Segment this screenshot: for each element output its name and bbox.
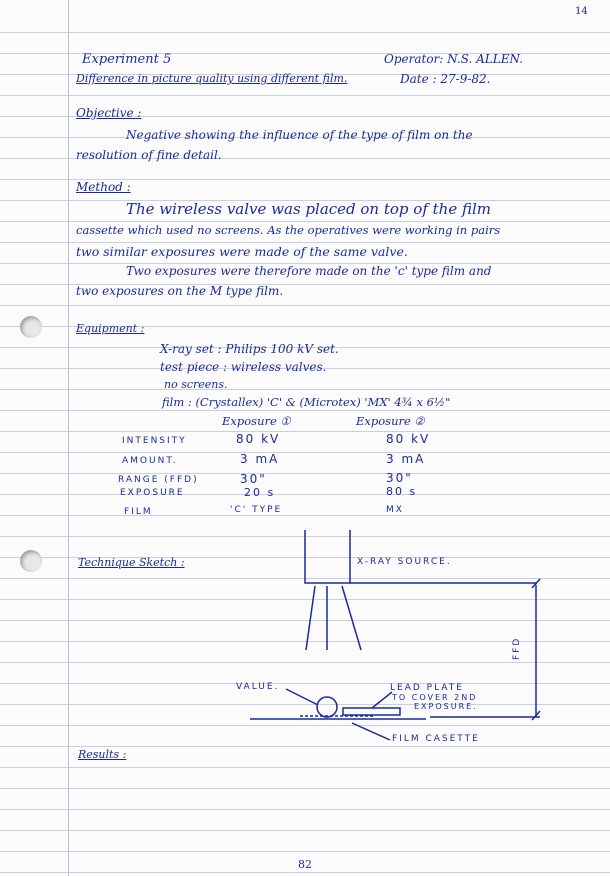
- row-label: AMOUNT.: [122, 456, 178, 466]
- objective-line: Negative showing the influence of the type of film on the: [126, 128, 473, 142]
- operator: Operator: N.S. ALLEN.: [384, 52, 524, 66]
- equipment-line: film : (Crystallex) 'C' & (Microtex) 'MX' 4¾ x 6½": [162, 395, 451, 409]
- page-number-bottom: 82: [298, 858, 312, 871]
- cell-e2: 80 s: [386, 485, 418, 498]
- equipment-line: X-ray set : Philips 100 kV set.: [160, 342, 339, 356]
- page-number-top: 14: [575, 6, 588, 17]
- baseline: [250, 717, 540, 719]
- xray-beams: [306, 586, 361, 650]
- row-label: INTENSITY: [122, 436, 187, 446]
- column-exposure-2: Exposure ②: [356, 414, 425, 428]
- valve-circle: [317, 697, 337, 717]
- ffd-label: FFD: [512, 636, 522, 660]
- row-label: EXPOSURE: [120, 488, 185, 498]
- objective-line: resolution of fine detail.: [76, 148, 222, 162]
- cell-e1: 80 kV: [236, 432, 281, 446]
- method-line: The wireless valve was placed on top of the film: [126, 200, 492, 218]
- date: Date : 27-9-82.: [400, 72, 491, 86]
- objective-heading: Objective :: [76, 106, 142, 120]
- lead-plate-label: TO COVER 2ND: [392, 693, 478, 702]
- cell-e2: 80 kV: [386, 432, 431, 446]
- row-label: FILM: [124, 507, 153, 517]
- cell-e1: 30": [240, 472, 267, 486]
- lead-plate: [343, 708, 400, 715]
- equipment-line: no screens.: [164, 378, 228, 391]
- method-line: Two exposures were therefore made on the 'c' type film and: [126, 264, 492, 278]
- column-exposure-1: Exposure ①: [222, 414, 291, 428]
- equipment-heading: Equipment :: [76, 322, 145, 335]
- experiment-label: Experiment 5: [82, 52, 172, 67]
- cell-e1: 20 s: [244, 486, 276, 499]
- valve-label: VALUE.: [236, 682, 280, 692]
- xray-source-box: [305, 530, 350, 583]
- row-label: RANGE (FFD): [118, 475, 199, 485]
- method-line: cassette which used no screens. As the operatives were working in pairs: [76, 223, 501, 237]
- cell-e2: 30": [386, 471, 413, 485]
- film-cassette-label: FILM CASETTE: [392, 734, 480, 744]
- cell-e1: 'C' TYPE: [230, 505, 283, 515]
- cell-e1: 3 mA: [240, 452, 280, 466]
- xray-source-label: X-RAY SOURCE.: [357, 557, 452, 567]
- method-line: two exposures on the M type film.: [76, 284, 284, 298]
- method-heading: Method :: [76, 180, 131, 194]
- equipment-line: test piece : wireless valves.: [160, 360, 327, 374]
- experiment-title: Difference in picture quality using different film.: [76, 72, 348, 85]
- lead-plate-label: EXPOSURE.: [414, 702, 478, 711]
- cell-e2: 3 mA: [386, 452, 426, 466]
- results-heading: Results :: [78, 748, 127, 761]
- cell-e2: MX: [386, 505, 404, 515]
- lead-plate-label: LEAD PLATE: [390, 683, 464, 693]
- sketch-heading: Technique Sketch :: [78, 556, 185, 569]
- method-line: two similar exposures were made of the same valve.: [76, 244, 408, 259]
